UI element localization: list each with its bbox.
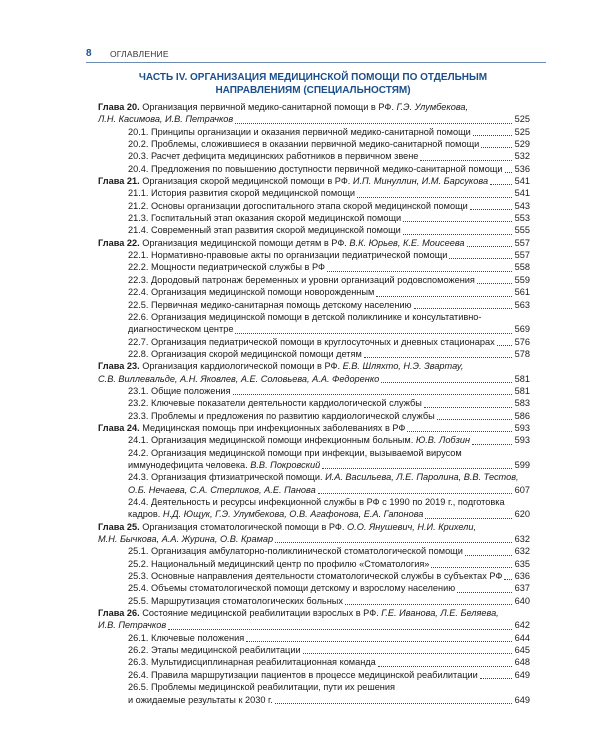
toc-line[interactable] <box>98 397 530 409</box>
toc-entry-text <box>128 657 376 667</box>
dot-leader <box>168 628 512 630</box>
chapter-label: Глава 25. <box>98 521 140 532</box>
dot-leader <box>345 603 512 605</box>
page-ref: 536 <box>514 163 530 174</box>
toc-line[interactable] <box>98 323 530 335</box>
page-ref: 569 <box>514 324 530 335</box>
toc-entry-text <box>98 176 488 186</box>
entry-title: 21.4. Современный этап развития скорой медицинской помощи <box>128 225 401 236</box>
entry-authors: Н.Д. Ющук, Г.Э. Улумбекова, О.В. Агафонова, Е.А. Гапонова <box>160 509 424 520</box>
page-ref: 583 <box>514 398 530 409</box>
toc-line[interactable] <box>98 360 530 372</box>
toc-entry-text <box>128 349 362 359</box>
toc-line[interactable] <box>98 422 530 434</box>
toc-entry-text <box>128 596 343 606</box>
toc-line[interactable] <box>98 607 530 619</box>
entry-title: Медицинская помощь при инфекционных заболеваниях в РФ <box>139 422 406 433</box>
toc-entry-text <box>128 559 429 569</box>
dot-leader <box>403 233 512 235</box>
toc-entry-text <box>128 497 505 507</box>
toc-line[interactable] <box>98 582 530 594</box>
toc-entry-text <box>128 546 463 556</box>
toc-entry-text <box>128 472 519 482</box>
toc-line[interactable] <box>98 619 530 631</box>
page-ref: 525 <box>514 126 530 137</box>
entry-title: 24.2. Организация медицинской помощи при инфекции, вызываемой вирусом <box>128 447 462 458</box>
entry-authors: Г.Е. Иванова, Л.Е. Беляева, <box>378 608 499 619</box>
entry-title: 23.2. Ключевые показатели деятельности кардиологической службы <box>128 398 422 409</box>
toc-line[interactable] <box>98 101 530 113</box>
dot-leader <box>303 652 512 654</box>
dot-leader <box>376 295 512 297</box>
toc-line[interactable] <box>98 286 530 298</box>
entry-title: 21.3. Госпитальный этап оказания скорой медицинской помощи <box>128 213 402 224</box>
dot-leader <box>504 578 512 580</box>
toc-entry-text <box>128 139 479 149</box>
toc-line[interactable] <box>98 521 530 533</box>
entry-title: 22.2. Мощности педиатрической службы в РФ <box>128 262 325 273</box>
dot-leader <box>473 134 512 136</box>
toc-entry-text <box>128 670 478 680</box>
toc-line[interactable] <box>98 113 530 125</box>
entry-authors: И.В. Петрачков <box>98 620 167 631</box>
toc-line[interactable] <box>98 558 530 570</box>
entry-authors: О.О. Янушевич, Н.И. Крихели, <box>344 521 477 532</box>
toc-line[interactable] <box>98 311 530 323</box>
toc-line[interactable] <box>98 261 530 273</box>
toc-line[interactable] <box>98 545 530 557</box>
entry-title: 21.2. Основы организации догоспитального этапа скорой медицинской помощи <box>128 200 468 211</box>
page-ref: 586 <box>514 410 530 421</box>
entry-title: 23.3. Проблемы и предложения по развитию кардиологической службы <box>128 410 435 421</box>
toc-line[interactable] <box>98 348 530 360</box>
entry-title: иммунодефицита человека. <box>128 459 248 470</box>
entry-title: 22.7. Организация педиатрической помощи в круглосуточных и дневных стационарах <box>128 336 495 347</box>
toc-line[interactable] <box>98 447 530 459</box>
page-ref: 635 <box>514 558 530 569</box>
entry-title: Организация скорой медицинской помощи в РФ. <box>139 176 351 187</box>
dot-leader <box>437 418 512 420</box>
toc-entry-text <box>128 411 435 421</box>
chapter-label: Глава 20. <box>98 102 140 112</box>
toc-line[interactable] <box>98 299 530 311</box>
toc-entry-text <box>98 361 463 371</box>
page-ref: 555 <box>514 225 530 236</box>
toc-line[interactable] <box>98 163 530 175</box>
dot-leader <box>378 665 512 667</box>
toc-entry-text <box>128 201 468 211</box>
toc-line[interactable] <box>98 496 530 508</box>
toc-entry-text <box>128 695 273 705</box>
entry-title: 22.1. Нормативно-правовые акты по организации педиатрической помощи <box>128 250 448 261</box>
entry-title: 26.3. Мультидисциплинарная реабилитационная команда <box>128 657 376 668</box>
dot-leader <box>457 591 512 593</box>
page-ref: 581 <box>514 385 530 396</box>
toc-line[interactable] <box>98 694 530 706</box>
entry-title: 26.4. Правила маршрутизации пациентов в процессе медицинской реабилитации <box>128 669 478 680</box>
toc-line[interactable] <box>98 681 530 693</box>
dot-leader <box>246 640 512 642</box>
toc-line[interactable] <box>98 632 530 644</box>
toc-entry-text <box>128 435 470 445</box>
toc-entry-text <box>128 275 475 285</box>
entry-title: и ожидаемые результаты к 2030 г. <box>128 694 273 705</box>
dot-leader <box>407 430 512 432</box>
toc-entry-text <box>128 225 401 235</box>
toc-line[interactable] <box>98 459 530 471</box>
dot-leader <box>449 257 512 259</box>
toc-entry-text <box>128 250 447 260</box>
entry-title: диагностическом центре <box>128 324 234 335</box>
page-ref: 632 <box>514 534 530 545</box>
entry-title: 25.4. Объемы стоматологической помощи детскому и взрослому населению <box>128 583 456 594</box>
entry-authors: И.А. Васильева, Л.Е. Паролина, В.В. Тестов, <box>322 472 519 483</box>
page-number: 8 <box>86 48 92 59</box>
entry-title: 22.3. Дородовый патронаж беременных и уровни организаций родовспоможения <box>128 274 475 285</box>
toc-entry-text <box>128 485 316 495</box>
toc-line[interactable] <box>98 385 530 397</box>
chapter-label: Глава 22. <box>98 237 140 248</box>
toc-entry-text <box>128 262 325 272</box>
running-header <box>86 48 546 64</box>
entry-title: 23.1. Общие положения <box>128 385 231 396</box>
part-title: ЧАСТЬ IV. ОРГАНИЗАЦИЯ МЕДИЦИНСКОЙ ПОМОЩИ ПО ОТДЕЛЬНЫМ НАПРАВЛЕНИЯМ (СПЕЦИАЛЬНОСТЯМ) <box>138 72 488 96</box>
entry-title: 26.2. Этапы медицинской реабилитации <box>128 645 301 656</box>
toc-line[interactable] <box>98 669 530 681</box>
toc-line[interactable] <box>98 187 530 199</box>
page-ref: 642 <box>514 620 530 631</box>
toc-entry-text <box>98 522 476 532</box>
chapter-label: Глава 23. <box>98 361 140 372</box>
entry-title: кадров. <box>128 509 161 520</box>
entry-title: 22.8. Организация скорой медицинской помощи детям <box>128 348 362 359</box>
entry-authors: В.К. Юрьев, К.Е. Моисеева <box>346 237 465 248</box>
page-ref: 599 <box>514 459 530 470</box>
dot-leader <box>424 406 512 408</box>
page-ref: 644 <box>514 632 530 643</box>
dot-leader <box>470 208 512 210</box>
dot-leader <box>467 245 512 247</box>
dot-leader <box>425 517 512 519</box>
toc-entry-text <box>98 238 465 248</box>
toc-entry-text <box>128 337 495 347</box>
toc-entry-text <box>128 386 231 396</box>
page-ref: 607 <box>514 484 530 495</box>
page-ref: 649 <box>514 694 530 705</box>
toc-line[interactable] <box>98 150 530 162</box>
toc-line[interactable] <box>98 373 530 385</box>
dot-leader <box>403 220 512 222</box>
entry-title: 22.5. Первичная медико-санитарная помощь детскому населению <box>128 299 412 310</box>
toc-line[interactable] <box>98 656 530 668</box>
toc-line[interactable] <box>98 410 530 422</box>
toc-entry-text <box>128 151 418 161</box>
toc-line[interactable] <box>98 484 530 496</box>
page-ref: 593 <box>514 422 530 433</box>
toc-entry-text <box>128 312 481 322</box>
toc-entry-text <box>98 374 379 384</box>
entry-title: 21.1. История развития скорой медицинской помощи <box>128 188 356 199</box>
toc-line[interactable] <box>98 434 530 446</box>
page-ref: 532 <box>514 151 530 162</box>
dot-leader <box>505 171 512 173</box>
toc-line[interactable] <box>98 212 530 224</box>
entry-authors: О.Б. Нечаева, С.А. Стерликов, А.Е. Панова <box>128 484 316 495</box>
page-ref: 632 <box>514 546 530 557</box>
toc-entry-text <box>98 608 499 618</box>
toc-entry-text <box>128 188 355 198</box>
page-ref: 525 <box>514 114 530 125</box>
page-ref: 636 <box>514 571 530 582</box>
entry-title: 22.4. Организация медицинской помощи новорожденным <box>128 287 375 298</box>
page-ref: 576 <box>514 336 530 347</box>
toc-line[interactable] <box>98 595 530 607</box>
entry-title: 25.3. Основные направления деятельности стоматологической службы в субъектах РФ <box>128 571 503 582</box>
chapter-label: Глава 26. <box>98 608 140 619</box>
entry-title: Состояние медицинской реабилитации взрослых в РФ. <box>139 608 379 619</box>
toc-line[interactable] <box>98 336 530 348</box>
dot-leader <box>275 702 512 704</box>
entry-authors: Л.Н. Касимова, И.В. Петрачков <box>98 114 234 125</box>
entry-title: 24.4. Деятельность и ресурсы инфекционной службы в РФ с 1990 по 2019 г., подготовка <box>128 497 505 507</box>
toc-entry-text <box>128 448 462 458</box>
toc-entry-text <box>98 534 273 544</box>
toc-line[interactable] <box>98 138 530 150</box>
entry-title: 20.4. Предложения по повышению доступности первичной медико-санитарной помощи <box>128 163 503 174</box>
dot-leader <box>490 183 512 185</box>
entry-authors: Г.Э. Улумбекова, <box>393 102 469 112</box>
toc-entry-text <box>98 620 166 630</box>
toc-entry-text <box>128 213 401 223</box>
page-ref: 645 <box>514 645 530 656</box>
dot-leader <box>233 393 512 395</box>
toc-entry-text <box>128 682 395 692</box>
toc-line[interactable] <box>98 126 530 138</box>
entry-title: 26.1. Ключевые положения <box>128 632 245 643</box>
toc-entry-text <box>128 509 423 519</box>
page-ref: 541 <box>514 176 530 187</box>
entry-title: Организация медицинской помощи детям в РФ. <box>139 237 347 248</box>
dot-leader <box>275 541 512 543</box>
toc-entry-text <box>128 583 455 593</box>
entry-title: 20.3. Расчет дефицита медицинских работников в первичном звене <box>128 151 419 162</box>
entry-title: 20.1. Принципы организации и оказания первичной медико-санитарной помощи <box>128 126 471 137</box>
page-ref: 620 <box>514 509 530 520</box>
entry-title: 26.5. Проблемы медицинской реабилитации, пути их решения <box>128 682 395 693</box>
dot-leader <box>480 677 512 679</box>
toc-entry-text <box>128 127 471 137</box>
page-ref: 529 <box>514 139 530 150</box>
toc-line[interactable] <box>98 644 530 656</box>
page-ref: 553 <box>514 213 530 224</box>
toc-entry-text <box>128 164 503 174</box>
entry-title: 20.2. Проблемы, сложившиеся в оказании первичной медико-санитарной помощи <box>128 139 480 150</box>
dot-leader <box>235 332 512 334</box>
toc-entry-text <box>128 287 374 297</box>
toc-line[interactable] <box>98 274 530 286</box>
toc-line[interactable] <box>98 570 530 582</box>
toc-entry-text <box>128 571 502 581</box>
entry-authors: Ю.В. Лобзин <box>413 435 471 446</box>
entry-title: 24.1. Организация медицинской помощи инфекционным больным. <box>128 435 414 446</box>
entry-authors: М.Н. Бычкова, А.А. Журина, О.В. Крамар <box>98 534 274 545</box>
entry-title: 22.6. Организация медицинской помощи в детской поликлинике и консультативно- <box>128 311 482 322</box>
page-ref: 637 <box>514 583 530 594</box>
dot-leader <box>420 159 512 161</box>
page-ref: 558 <box>514 262 530 273</box>
entry-title: 25.1. Организация амбулаторно-поликлинической стоматологической помощи <box>128 546 463 557</box>
page-ref: 561 <box>514 287 530 298</box>
entry-authors: И.П. Минуллин, И.М. Барсукова <box>350 176 489 187</box>
toc-line[interactable] <box>98 249 530 261</box>
toc-line[interactable] <box>98 237 530 249</box>
entry-authors: Е.В. Шляхто, Н.Э. Звартау, <box>340 361 464 372</box>
dot-leader <box>465 554 512 556</box>
entry-title: 25.2. Национальный медицинский центр по профилю «Стоматология» <box>128 558 430 569</box>
toc-entry-text <box>128 324 233 334</box>
dot-leader <box>322 467 512 469</box>
page-ref: 543 <box>514 200 530 211</box>
page-ref: 593 <box>514 435 530 446</box>
page-ref: 648 <box>514 657 530 668</box>
entry-authors: В.В. Покровский <box>247 459 321 470</box>
entry-authors: С.В. Виллевальде, А.Н. Яковлев, А.Е. Соловьева, А.А. Федоренко <box>98 373 380 384</box>
table-of-contents <box>98 101 530 706</box>
dot-leader <box>381 381 512 383</box>
chapter-label: Глава 24. <box>98 422 140 433</box>
entry-title: Организация первичной медико-санитарной помощи в РФ. <box>139 102 394 112</box>
dot-leader <box>235 122 512 124</box>
entry-title: 24.3. Организация фтизиатрической помощи. <box>128 472 323 483</box>
toc-line[interactable] <box>98 533 530 545</box>
toc-line[interactable] <box>98 175 530 187</box>
toc-entry-text <box>98 423 405 433</box>
dot-leader <box>414 307 512 309</box>
dot-leader <box>431 566 512 568</box>
toc-line[interactable] <box>98 471 530 483</box>
page-ref: 557 <box>514 237 530 248</box>
dot-leader <box>472 443 512 445</box>
toc-entry-text <box>128 633 244 643</box>
page-ref: 559 <box>514 274 530 285</box>
toc-entry-text <box>98 114 233 124</box>
toc-line[interactable] <box>98 224 530 236</box>
dot-leader <box>477 282 512 284</box>
page-ref: 563 <box>514 299 530 310</box>
page-ref: 640 <box>514 595 530 606</box>
page-ref: 578 <box>514 348 530 359</box>
toc-entry-text <box>98 102 468 112</box>
toc-line[interactable] <box>98 508 530 520</box>
toc-line[interactable] <box>98 200 530 212</box>
page-ref: 649 <box>514 669 530 680</box>
entry-title: Организация стоматологической помощи в РФ. <box>139 521 345 532</box>
toc-entry-text <box>128 460 320 470</box>
dot-leader <box>318 492 512 494</box>
dot-leader <box>364 356 512 358</box>
page-ref: 581 <box>514 373 530 384</box>
chapter-label: Глава 21. <box>98 176 140 187</box>
dot-leader <box>357 196 512 198</box>
dot-leader <box>497 344 512 346</box>
entry-title: Организация кардиологической помощи в РФ. <box>139 361 341 372</box>
toc-entry-text <box>128 300 412 310</box>
toc-entry-text <box>128 645 301 655</box>
dot-leader <box>327 270 512 272</box>
running-title: ОГЛАВЛЕНИЕ <box>110 49 169 59</box>
header-rule <box>86 62 546 63</box>
entry-title: 25.5. Маршрутизация стоматологических больных <box>128 595 343 606</box>
dot-leader <box>481 146 512 148</box>
toc-entry-text <box>128 398 422 408</box>
page-ref: 541 <box>514 188 530 199</box>
page-ref: 557 <box>514 250 530 261</box>
